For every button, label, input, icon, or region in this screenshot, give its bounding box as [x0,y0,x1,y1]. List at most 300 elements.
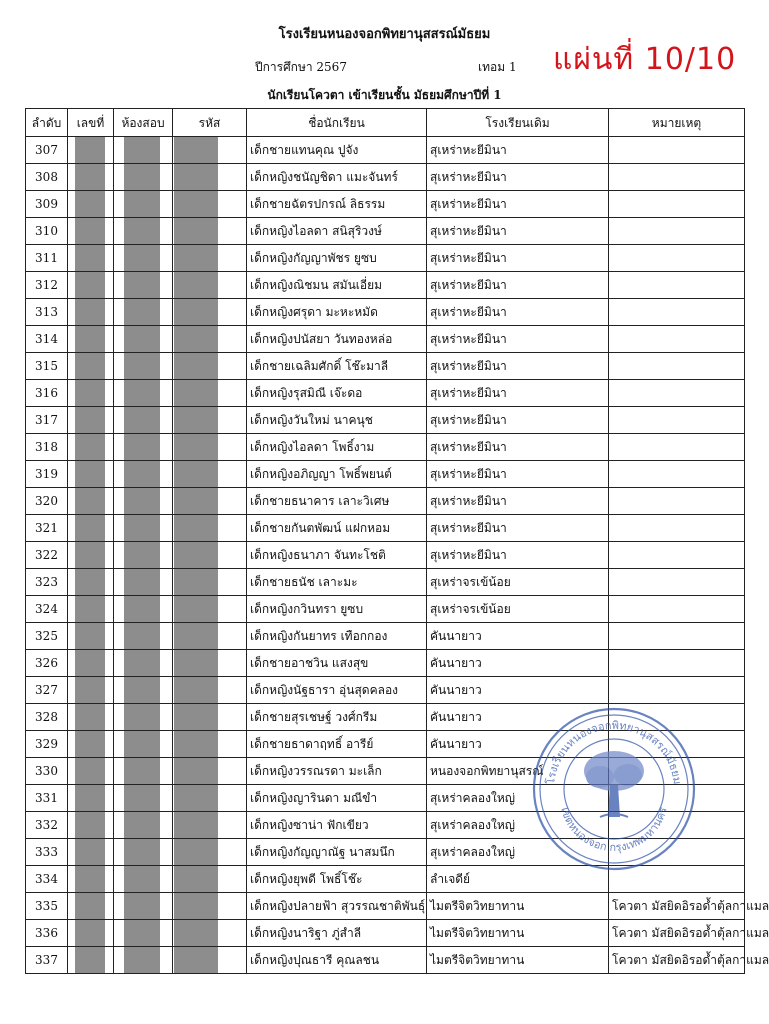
redaction-bar [124,920,160,946]
cell-student-name: เด็กหญิงกัญญาพัชร ยูซบ [247,245,427,272]
cell-exam-room-redacted [114,299,173,326]
cell-order: 326 [26,650,68,677]
cell-previous-school: สุเหร่าหะยีมินา [427,245,609,272]
redaction-bar [174,785,218,811]
cell-order: 318 [26,434,68,461]
redaction-bar [174,515,218,541]
cell-student-name: เด็กหญิงวันใหม่ นาคนุช [247,407,427,434]
cell-seat-redacted [68,839,114,866]
cell-remarks [609,785,745,812]
cell-order: 321 [26,515,68,542]
table-row [26,272,745,299]
cell-previous-school: สุเหร่าหะยีมินา [427,218,609,245]
redaction-bar [124,245,160,271]
cell-student-name: เด็กชายแทนคุณ ปูจัง [247,137,427,164]
academic-year: ปีการศึกษา 2567 [255,60,347,74]
redaction-bar [174,758,218,784]
cell-remarks [609,704,745,731]
redaction-bar [174,461,218,487]
redaction-bar [75,920,105,946]
cell-order: 334 [26,866,68,893]
cell-seat-redacted [68,758,114,785]
redaction-bar [124,515,160,541]
table-row [26,245,745,272]
cell-student-name: เด็กหญิงยุพดี โพธิ์โช๊ะ [247,866,427,893]
cell-seat-redacted [68,569,114,596]
cell-previous-school: คันนายาว [427,704,609,731]
cell-remarks [609,164,745,191]
cell-order: 312 [26,272,68,299]
table-row [26,488,745,515]
stamp-text-top: โรงเรียนหนองจอกพิทยานุสสรณ์มัธยม [544,718,684,786]
cell-exam-room-redacted [114,407,173,434]
redaction-bar [75,623,105,649]
student-roster-table [25,108,769,974]
cell-student-id-redacted [173,380,247,407]
redaction-bar [124,380,160,406]
table-row [26,839,745,866]
cell-student-id-redacted [173,407,247,434]
cell-exam-room-redacted [114,947,173,974]
redaction-bar [124,326,160,352]
redaction-bar [124,434,160,460]
cell-previous-school: ไมตรีจิตวิทยาทาน [427,947,609,974]
cell-previous-school: ไมตรีจิตวิทยาทาน [427,920,609,947]
redaction-bar [75,569,105,595]
cell-remarks [609,812,745,839]
cell-order: 316 [26,380,68,407]
cell-seat-redacted [68,488,114,515]
cell-seat-redacted [68,920,114,947]
cell-exam-room-redacted [114,164,173,191]
cell-remarks [609,488,745,515]
cell-student-id-redacted [173,893,247,920]
cell-order: 307 [26,137,68,164]
table-row [26,569,745,596]
cell-previous-school: คันนายาว [427,731,609,758]
redaction-bar [75,272,105,298]
cell-order: 313 [26,299,68,326]
cell-remarks: โควตา มัสยิดอิรอด้ำตุ้ลกาแมล [609,920,745,947]
cell-previous-school: สุเหร่าหะยีมินา [427,407,609,434]
cell-remarks [609,218,745,245]
cell-previous-school: สุเหร่าหะยีมินา [427,515,609,542]
cell-student-id-redacted [173,731,247,758]
redaction-bar [174,623,218,649]
redaction-bar [174,569,218,595]
cell-seat-redacted [68,164,114,191]
redaction-bar [174,920,218,946]
redaction-bar [75,137,105,163]
redaction-bar [174,380,218,406]
page-subtitle: นักเรียนโควตา เข้าเรียนชั้น มัธยมศึกษาปีที่ 1 [267,88,502,102]
cell-seat-redacted [68,650,114,677]
cell-seat-redacted [68,704,114,731]
column-header-exam-room: ห้องสอบ [114,109,173,137]
cell-previous-school: สุเหร่าคลองใหญ่ [427,785,609,812]
cell-student-id-redacted [173,650,247,677]
cell-remarks [609,272,745,299]
cell-seat-redacted [68,785,114,812]
column-header-student-name: ชื่อนักเรียน [247,109,427,137]
cell-seat-redacted [68,461,114,488]
redaction-bar [174,326,218,352]
cell-remarks [609,245,745,272]
cell-exam-room-redacted [114,785,173,812]
cell-seat-redacted [68,272,114,299]
cell-seat-redacted [68,542,114,569]
redaction-bar [75,839,105,865]
cell-student-name: เด็กหญิงไอลดา สนิสุริวงษ์ [247,218,427,245]
cell-remarks [609,407,745,434]
cell-order: 310 [26,218,68,245]
redaction-bar [75,164,105,190]
cell-exam-room-redacted [114,380,173,407]
cell-student-id-redacted [173,164,247,191]
redaction-bar [174,866,218,892]
cell-student-id-redacted [173,191,247,218]
redaction-bar [75,191,105,217]
roster-body [26,137,769,974]
redaction-bar [174,407,218,433]
redaction-bar [174,353,218,379]
cell-student-name: เด็กชายฉัตรปกรณ์ ลิธรรม [247,191,427,218]
cell-exam-room-redacted [114,461,173,488]
cell-order: 331 [26,785,68,812]
redaction-bar [124,839,160,865]
redaction-bar [124,731,160,757]
redaction-bar [75,650,105,676]
redaction-bar [174,542,218,568]
cell-student-name: เด็กหญิงวรรณรดา มะเล็ก [247,758,427,785]
cell-seat-redacted [68,380,114,407]
cell-previous-school: คันนายาว [427,677,609,704]
cell-remarks: โควตา มัสยิดอิรอด้ำตุ้ลกาแมล [609,893,745,920]
cell-order: 323 [26,569,68,596]
redaction-bar [124,542,160,568]
table-row [26,299,745,326]
cell-seat-redacted [68,893,114,920]
redaction-bar [124,191,160,217]
redaction-bar [124,569,160,595]
cell-student-name: เด็กชายเฉลิมศักดิ์ โช๊ะมาลี [247,353,427,380]
redaction-bar [124,353,160,379]
redaction-bar [124,461,160,487]
redaction-bar [75,299,105,325]
redaction-bar [75,596,105,622]
cell-previous-school: คันนายาว [427,650,609,677]
cell-remarks [609,191,745,218]
cell-remarks [609,515,745,542]
cell-student-id-redacted [173,947,247,974]
cell-remarks [609,434,745,461]
cell-student-id-redacted [173,596,247,623]
cell-seat-redacted [68,407,114,434]
cell-order: 315 [26,353,68,380]
cell-seat-redacted [68,191,114,218]
cell-previous-school: หนองจอกพิทยานุสรณ์ [427,758,609,785]
table-row [26,812,745,839]
redaction-bar [124,164,160,190]
cell-remarks [609,461,745,488]
cell-student-name: เด็กหญิงปุณธารี คุณลชน [247,947,427,974]
redaction-bar [174,218,218,244]
cell-previous-school: สุเหร่าหะยีมินา [427,137,609,164]
cell-seat-redacted [68,866,114,893]
redaction-bar [75,434,105,460]
cell-remarks [609,758,745,785]
cell-student-name: เด็กชายธนัช เลาะมะ [247,569,427,596]
redaction-bar [75,488,105,514]
cell-remarks [609,839,745,866]
redaction-bar [174,164,218,190]
cell-previous-school: สุเหร่าหะยีมินา [427,434,609,461]
cell-student-id-redacted [173,623,247,650]
redaction-bar [124,947,160,973]
cell-student-name: เด็กหญิงปนัสยา วันทองหล่อ [247,326,427,353]
cell-student-id-redacted [173,839,247,866]
cell-order: 309 [26,191,68,218]
cell-order: 337 [26,947,68,974]
redaction-bar [174,245,218,271]
table-row [26,758,745,785]
table-row [26,785,745,812]
redaction-bar [124,650,160,676]
redaction-bar [75,677,105,703]
cell-student-name: เด็กหญิงชนัญชิดา แมะจันทร์ [247,164,427,191]
cell-seat-redacted [68,947,114,974]
cell-exam-room-redacted [114,515,173,542]
cell-order: 311 [26,245,68,272]
cell-previous-school: สุเหร่าหะยีมินา [427,164,609,191]
cell-order: 308 [26,164,68,191]
redaction-bar [174,893,218,919]
redaction-bar [75,461,105,487]
redaction-bar [75,407,105,433]
cell-previous-school: สุเหร่าหะยีมินา [427,488,609,515]
table-row [26,920,745,947]
redaction-bar [75,353,105,379]
redaction-bar [75,380,105,406]
cell-student-id-redacted [173,272,247,299]
cell-student-name: เด็กหญิงไอลดา โพธิ์งาม [247,434,427,461]
cell-student-id-redacted [173,488,247,515]
sheet-number: แผ่นที่ 10/10 [553,42,737,77]
redaction-bar [124,704,160,730]
cell-student-id-redacted [173,920,247,947]
cell-previous-school: สุเหร่าหะยีมินา [427,353,609,380]
redaction-bar [174,947,218,973]
cell-previous-school: สุเหร่าหะยีมินา [427,380,609,407]
cell-previous-school: สุเหร่าหะยีมินา [427,542,609,569]
cell-order: 328 [26,704,68,731]
redaction-bar [124,866,160,892]
table-row [26,191,745,218]
cell-student-name: เด็กหญิงกันยาทร เทือกกอง [247,623,427,650]
cell-order: 336 [26,920,68,947]
redaction-bar [174,731,218,757]
redaction-bar [124,299,160,325]
cell-seat-redacted [68,218,114,245]
cell-exam-room-redacted [114,191,173,218]
cell-student-name: เด็กหญิงปลายฟ้า สุวรรณชาติพันธุ์ [247,893,427,920]
table-row [26,326,745,353]
cell-remarks [609,299,745,326]
redaction-bar [124,758,160,784]
cell-exam-room-redacted [114,623,173,650]
table-row [26,515,745,542]
cell-exam-room-redacted [114,245,173,272]
redaction-bar [124,488,160,514]
cell-remarks [609,866,745,893]
term-label: เทอม 1 [478,60,517,74]
cell-remarks [609,623,745,650]
redaction-bar [75,785,105,811]
cell-student-name: เด็กชายอาชวิน แสงสุข [247,650,427,677]
cell-student-id-redacted [173,812,247,839]
table-row [26,893,745,920]
redaction-bar [124,137,160,163]
cell-student-id-redacted [173,515,247,542]
cell-exam-room-redacted [114,326,173,353]
cell-previous-school: คันนายาว [427,623,609,650]
cell-student-id-redacted [173,704,247,731]
school-title: โรงเรียนหนองจอกพิทยานุสสรณ์มัธยม [278,27,491,42]
redaction-bar [174,596,218,622]
column-header-student-id: รหัส [173,109,247,137]
cell-remarks [609,596,745,623]
cell-exam-room-redacted [114,353,173,380]
cell-remarks [609,677,745,704]
redaction-bar [174,299,218,325]
cell-previous-school: สุเหร่าหะยีมินา [427,326,609,353]
column-header-order: ลำดับ [26,109,68,137]
cell-student-id-redacted [173,758,247,785]
cell-previous-school: สุเหร่าหะยีมินา [427,461,609,488]
cell-student-id-redacted [173,299,247,326]
cell-exam-room-redacted [114,677,173,704]
cell-exam-room-redacted [114,569,173,596]
redaction-bar [75,731,105,757]
cell-student-id-redacted [173,866,247,893]
cell-student-name: เด็กหญิงนาริฐา ภู่สำลี [247,920,427,947]
cell-previous-school: สุเหร่าคลองใหญ่ [427,839,609,866]
redaction-bar [174,137,218,163]
redaction-bar [75,812,105,838]
redaction-bar [174,191,218,217]
cell-exam-room-redacted [114,650,173,677]
table-row [26,731,745,758]
cell-order: 317 [26,407,68,434]
redaction-bar [75,866,105,892]
cell-order: 333 [26,839,68,866]
cell-student-id-redacted [173,137,247,164]
cell-previous-school: ลำเจดีย์ [427,866,609,893]
cell-student-id-redacted [173,785,247,812]
table-row [26,623,745,650]
table-row [26,434,745,461]
cell-remarks: โควตา มัสยิดอิรอด้ำตุ้ลกาแมล [609,947,745,974]
redaction-bar [174,812,218,838]
cell-order: 320 [26,488,68,515]
cell-student-id-redacted [173,569,247,596]
cell-remarks [609,650,745,677]
cell-order: 314 [26,326,68,353]
cell-order: 319 [26,461,68,488]
cell-seat-redacted [68,299,114,326]
cell-student-id-redacted [173,353,247,380]
cell-student-name: เด็กหญิงณิชมน สมันเอี่ยม [247,272,427,299]
cell-student-name: เด็กหญิงนัฐธารา อุ่นสุดคลอง [247,677,427,704]
cell-student-name: เด็กหญิงญารินดา มณีขำ [247,785,427,812]
cell-exam-room-redacted [114,434,173,461]
cell-seat-redacted [68,596,114,623]
table-row [26,704,745,731]
redaction-bar [75,893,105,919]
cell-seat-redacted [68,731,114,758]
cell-remarks [609,137,745,164]
table-row [26,542,745,569]
cell-student-name: เด็กหญิงอภิญญา โพธิ์พยนต์ [247,461,427,488]
redaction-bar [124,218,160,244]
cell-seat-redacted [68,245,114,272]
cell-exam-room-redacted [114,731,173,758]
cell-seat-redacted [68,137,114,164]
cell-student-name: เด็กหญิงซาน่า ฟักเขียว [247,812,427,839]
cell-remarks [609,326,745,353]
table-row [26,866,745,893]
cell-student-name: เด็กชายกันตพัฒน์ แฝกหอม [247,515,427,542]
cell-exam-room-redacted [114,704,173,731]
redaction-bar [124,596,160,622]
column-header-previous-school: โรงเรียนเดิม [427,109,609,137]
cell-student-id-redacted [173,218,247,245]
redaction-bar [75,704,105,730]
cell-exam-room-redacted [114,272,173,299]
table-row [26,353,745,380]
cell-remarks [609,380,745,407]
cell-student-name: เด็กหญิงธนาภา จันทะโชติ [247,542,427,569]
table-row [26,677,745,704]
stamp-text-bottom: เขตหนองจอก กรุงเทพมหานคร [558,805,670,855]
redaction-bar [75,542,105,568]
cell-student-name: เด็กชายธนาคาร เลาะวิเศษ [247,488,427,515]
cell-order: 324 [26,596,68,623]
cell-exam-room-redacted [114,866,173,893]
cell-student-id-redacted [173,245,247,272]
cell-seat-redacted [68,812,114,839]
cell-previous-school: ไมตรีจิตวิทยาทาน [427,893,609,920]
cell-previous-school: สุเหร่าจรเข้น้อย [427,569,609,596]
cell-remarks [609,731,745,758]
cell-exam-room-redacted [114,920,173,947]
redaction-bar [124,812,160,838]
redaction-bar [75,758,105,784]
cell-student-id-redacted [173,677,247,704]
column-header-seat: เลขที่ [68,109,114,137]
cell-remarks [609,542,745,569]
cell-previous-school: สุเหร่าคลองใหญ่ [427,812,609,839]
cell-seat-redacted [68,326,114,353]
cell-seat-redacted [68,623,114,650]
cell-exam-room-redacted [114,596,173,623]
redaction-bar [174,650,218,676]
table-row [26,461,745,488]
cell-exam-room-redacted [114,758,173,785]
cell-order: 325 [26,623,68,650]
cell-seat-redacted [68,434,114,461]
cell-exam-room-redacted [114,812,173,839]
